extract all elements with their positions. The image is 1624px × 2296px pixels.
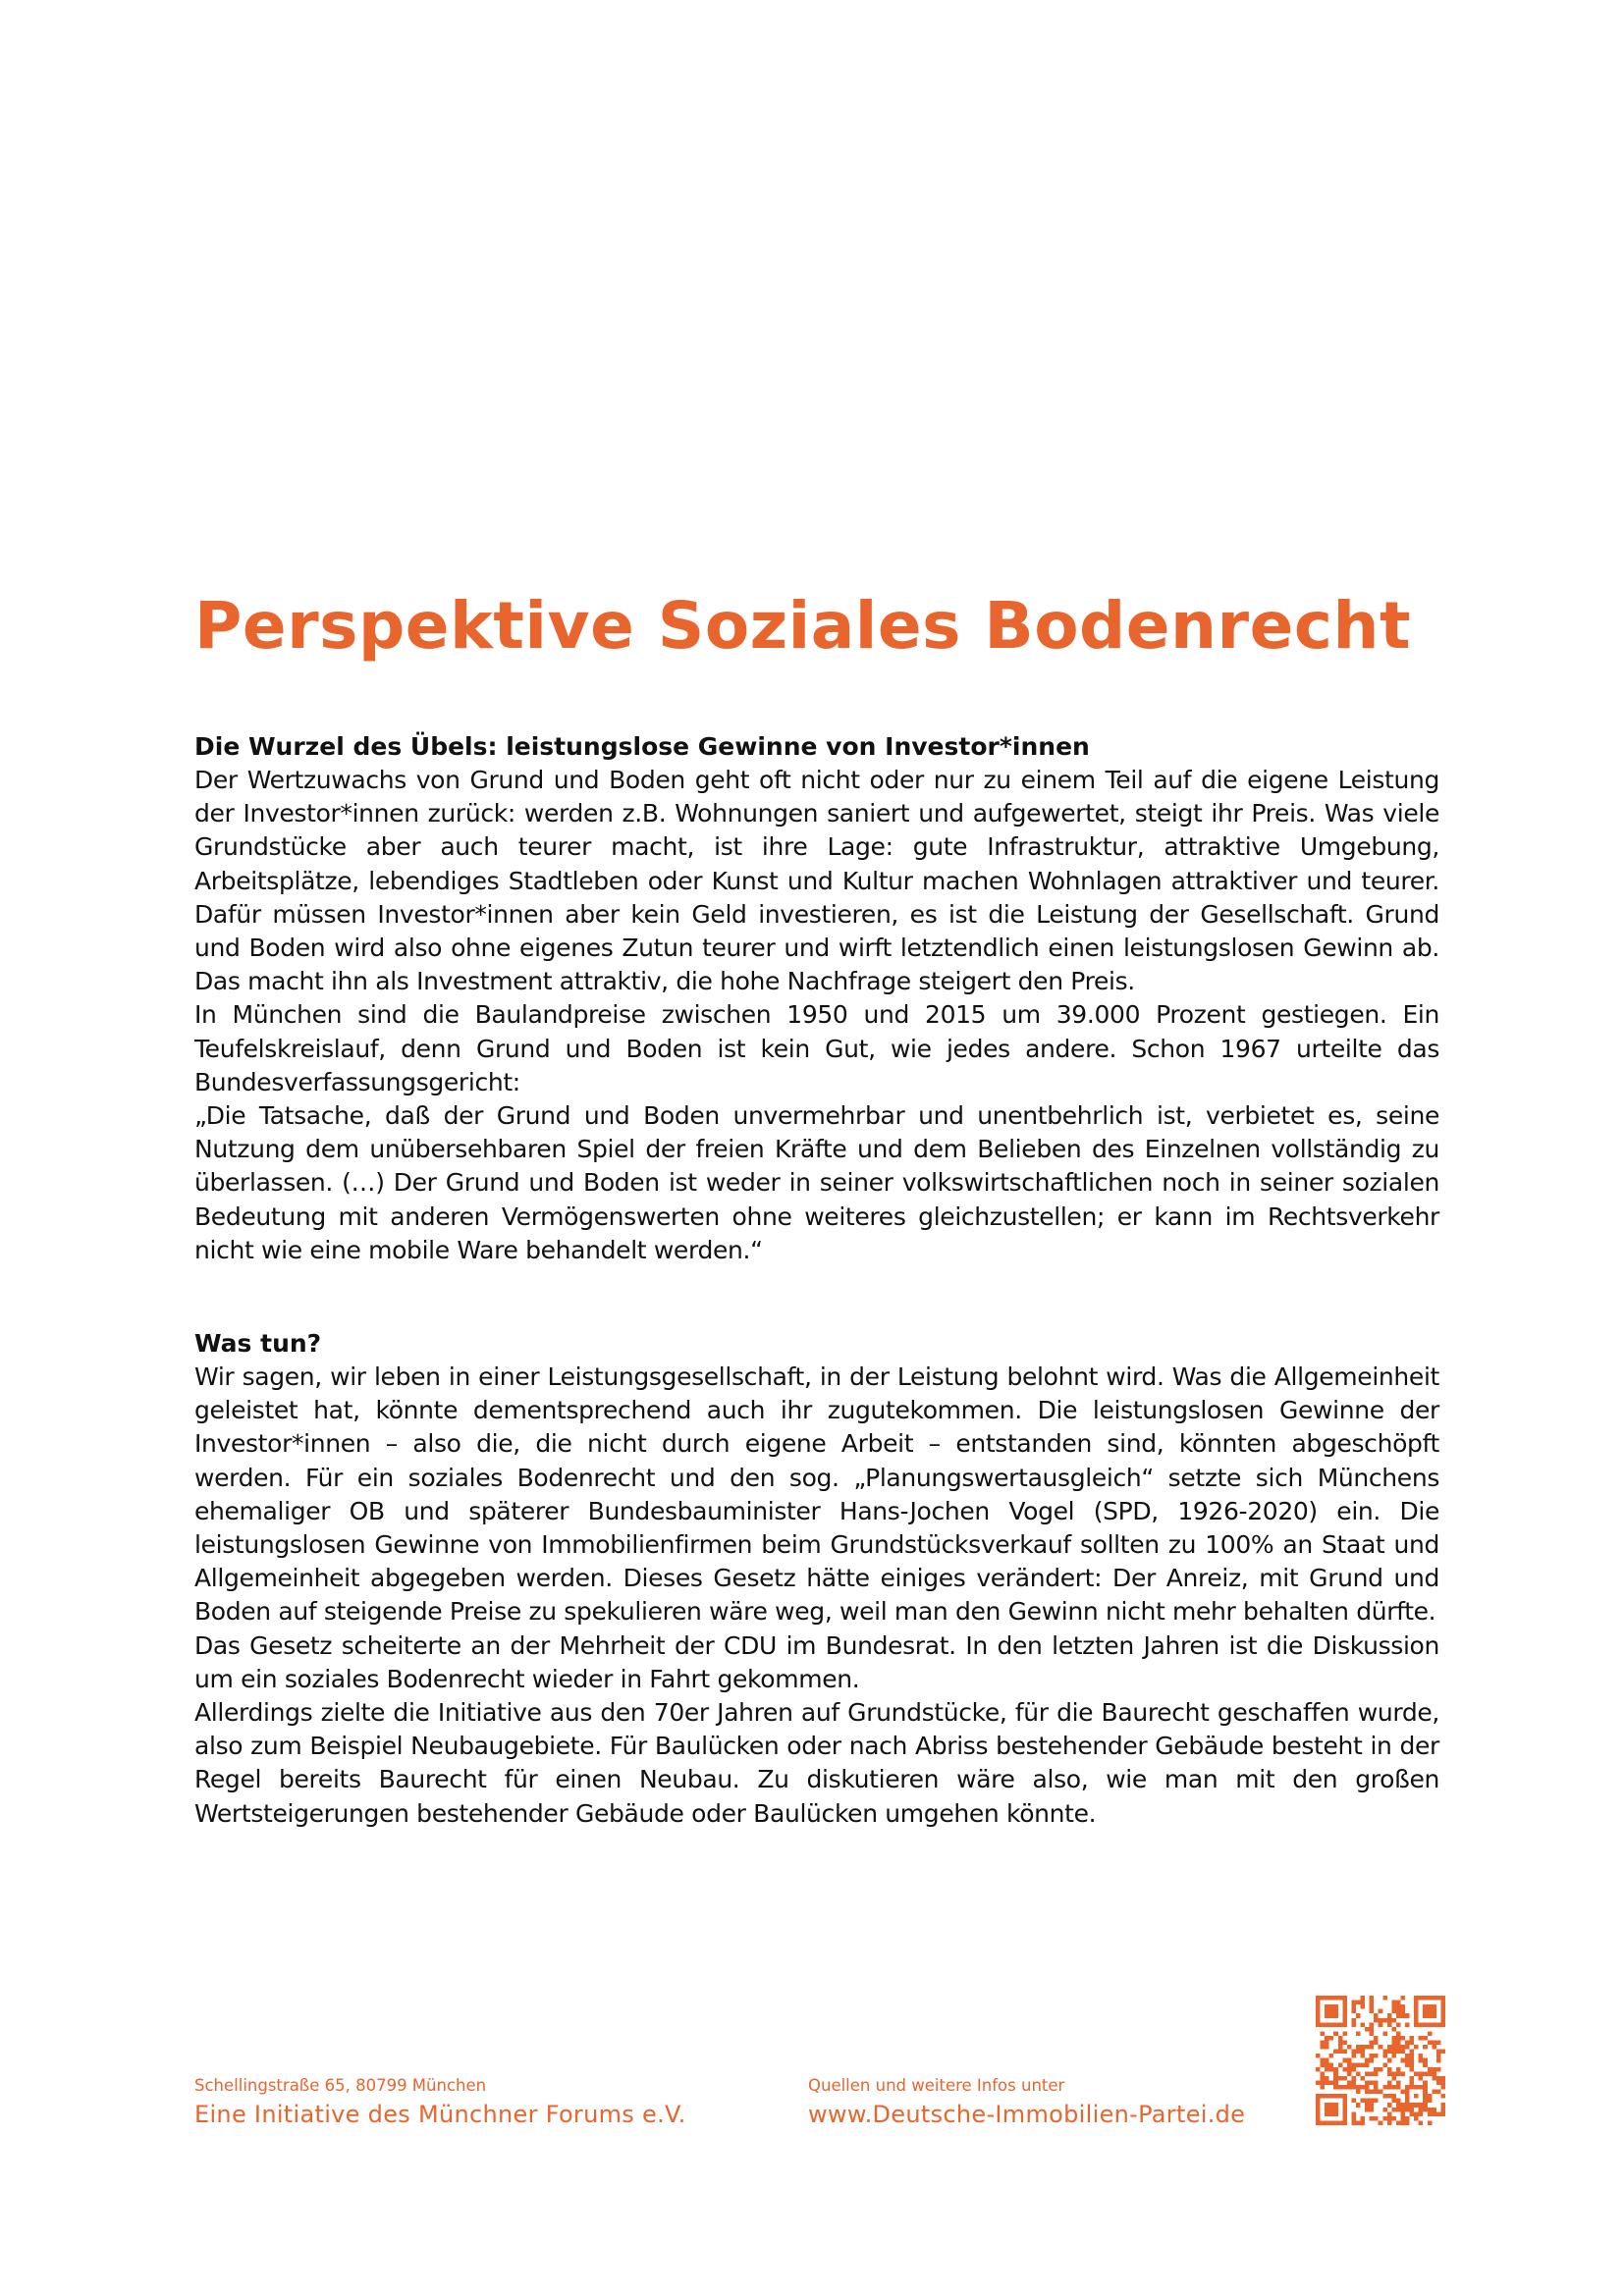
footer-address: Schellingstraße 65, 80799 München [194,2076,487,2095]
footer-website-link[interactable]: www.Deutsche-Immobilien-Partei.de [808,2101,1246,2128]
section-heading: Die Wurzel des Übels: leistungslose Gewinne von Investor*innen [194,732,1090,761]
footer-initiative: Eine Initiative des Münchner Forums e.V. [194,2101,686,2128]
footer-sources-label: Quellen und weitere Infos unter [808,2076,1065,2095]
footer-sources [808,2074,1245,2131]
section-what-to-do [194,1327,1439,1831]
footer-organizer [194,2074,686,2131]
section-body: Der Wertzuwachs von Grund und Boden geht oft nicht oder nur zu einem Teil auf die eigene Leistung der Investor*innen zurück: werden z.B. Wohnungen saniert und aufgewertet, steigt ihr Preis. Was viele Grundstücke aber auch teurer macht, ist ihre Lage: gute Infrastruktur, attraktive Umgebung, Arbeitsplätze, lebendiges Stadtleben oder Kunst und Kultur machen Wohnlagen attraktiver und teurer. Dafür müssen Investor*innen aber kein Geld investieren, es ist die Leistung der Gesellschaft. Grund und Boden wird also ohne eigenes Zutun teurer und wirft letztendlich einen leistungslosen Gewinn ab. Das macht ihn als Investment attraktiv, die hohe Nachfrage steigert den Preis. In München sind die Baulandpreise zwischen 1950 und 2015 um 39.000 Prozent gestiegen. Ein Teufelskreislauf, denn Grund und Boden ist kein Gut, wie jedes andere. Schon 1967 urteilte das Bundesverfassungsgericht: „Die Tatsache, daß der Grund und Boden unvermehrbar und unentbehrlich ist, verbietet es, seine Nutzung dem unübersehbaren Spiel der freien Kräfte und dem Belieben des Einzelnen vollständig zu überlassen. (…) Der Grund und Boden ist weder in seiner volkswirtschaftlichen noch in seiner sozialen Bedeutung mit anderen Vermögenswerten ohne weiteres gleichzustellen; er kann im Rechtsverkehr nicht wie eine mobile Ware behandelt werden.“ [194,766,1439,1264]
section-body: Wir sagen, wir leben in einer Leistungsgesellschaft, in der Leistung belohnt wird. Was die Allgemeinheit geleistet hat, könnte dementsprechend auch ihr zugutekommen. Die leistungslosen Gewinne der Investor*innen – also die, die nicht durch eigene Arbeit – entstanden sind, könnten abgeschöpft werden. Für ein soziales Bodenrecht und den sog. „Planungswertausgleich“ setzte sich Münchens ehemaliger OB und späterer Bundesbauminister Hans-Jochen Vogel (SPD, 1926-2020) ein. Die leistungslosen Gewinne von Immobilienfirmen beim Grundstücksverkauf sollten zu 100% an Staat und Allgemeinheit abgegeben werden. Dieses Gesetz hätte einiges verändert: Der Anreiz, mit Grund und Boden auf steigende Preise zu spekulieren wäre weg, weil man den Gewinn nicht mehr behalten dürfte. Das Gesetz scheiterte an der Mehrheit der CDU im Bundesrat. In den letzten Jahren ist die Diskussion um ein soziales Bodenrecht wieder in Fahrt gekommen. Allerdings zielte die Initiative aus den 70er Jahren auf Grundstücke, für die Baurecht geschaffen wurde, also zum Beispiel Neubaugebiete. Für Baulücken oder nach Abriss bestehender Gebäude besteht in der Regel bereits Baurecht für einen Neubau. Zu diskutieren wäre also, wie man mit den großen Wertsteigerungen bestehender Gebäude oder Baulücken umgehen könnte. [194,1362,1439,1828]
page-title: Perspektive Soziales Bodenrecht [194,588,1412,664]
section-heading: Was tun? [194,1329,322,1358]
section-root-of-evil [194,730,1439,1267]
qr-code-icon[interactable] [1316,1996,1445,2125]
